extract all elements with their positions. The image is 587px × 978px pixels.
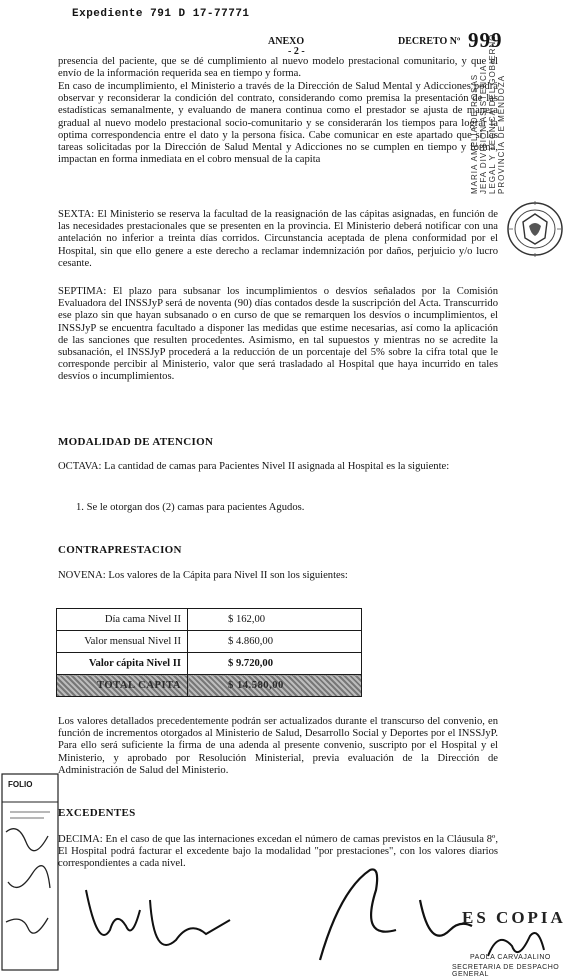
table-cell-label: Valor cápita Nivel II — [57, 653, 188, 675]
incumplimiento-paragraph: En caso de incumplimiento, el Ministerio a través de la Dirección de Salud Mental y Adicciones podrá observar y reconsiderar la condición del contrato, considerando como premisa la presentación de las estadísticas semanalmente, y evaluando de manera continua como el prestador se ajusta de manera gradual al nuevo modelo prestacional socio-comunitario y se considerarán los tiempos para lograr la optima correspondencia entre el dato y la persona física. Cabe comunicar en este apartado que si las tareas solicitadas por la Dirección de Salud Mental y Adicciones no se cumplen en tiempo y forma, impactan en forma inmediata en el cobro mensual de la capita — [58, 81, 498, 166]
table-row — [57, 631, 362, 653]
folio-stamp — [0, 772, 62, 972]
heading-modalidad: MODALIDAD DE ATENCION — [58, 436, 214, 448]
clause-novena: NOVENA: Los valores de la Cápita para Nivel II son los siguientes: — [58, 570, 348, 581]
folio-label: FOLIO — [8, 780, 33, 789]
stamp-line: PROVINCIA DE MENDOZA — [497, 74, 506, 194]
expediente-number: Expediente 791 D 17-77771 — [72, 8, 250, 20]
intro-paragraph: presencia del paciente, que se dé cumplimiento al nuevo modelo prestacional comunitario, y que el envío de la información requerida sea en tiempo y forma. — [58, 56, 498, 80]
es-copia-stamp: ES COPIA — [462, 908, 566, 927]
decreto-number: 999 — [468, 28, 503, 52]
signer-title: SECRETARIA DE DESPACHO GENERAL — [452, 964, 560, 978]
anexo-label: ANEXO — [268, 36, 305, 47]
stamp-line: LEGAL Y TECNICA DEL GOBIERNO — [488, 33, 497, 194]
official-seal — [505, 200, 565, 258]
decreto-label: DECRETO Nº — [398, 36, 461, 47]
table-cell-value: $ 4.860,00 — [188, 631, 362, 653]
table-row — [57, 609, 362, 631]
clause-octava: OCTAVA: La cantidad de camas para Pacientes Nivel II asignada al Hospital es la siguiente: — [58, 461, 450, 472]
page-number: - 2 - — [288, 46, 305, 57]
capita-table — [56, 608, 362, 697]
signature-center — [300, 860, 480, 970]
table-cell-label: Valor mensual Nivel II — [57, 631, 188, 653]
actualizacion-paragraph: Los valores detallados precedentemente podrán ser actualizados durante el transcurso del convenio, en función de incrementos otorgados al Ministerio de Salud, Desarrollo Social y Deportes por el INSSJyP. Para ello será suficiente la firma de una adenda al presente convenio, suscripto por el Hospital y el Ministerio, y aprobado por Resolución Ministerial, previa evaluación de la Dirección de Administración de Salud del Ministerio. — [58, 716, 498, 776]
signature-left — [80, 870, 240, 970]
clause-sexta: SEXTA: El Ministerio se reserva la facultad de la reasignación de las cápitas asignadas, en función de las necesidades prestacionales que se presenten en la provincia. El Ministerio deberá notificar con una antelación no inferior a treinta días corridos. Circunstancia aceptada de plena conformidad por el Hospital, sin que ello genere a este derecho a reclamar indemnización por daños, perjuicio y/o lucro cesante. — [58, 209, 498, 269]
stamp-line: MARIA AMELIA DE ROSAS — [470, 73, 479, 194]
clause-decima: DECIMA: En el caso de que las internaciones excedan el número de camas previstos en la Cláusula 8º, El Hospital podrá facturar el excedente bajo la modalidad "por prestaciones", con los valores diarios correspondientes a cada nivel. — [58, 834, 498, 870]
list-item-camas: 1. Se le otorgan dos (2) camas para pacientes Agudos. — [76, 502, 305, 513]
table-cell-value: $ 162,00 — [188, 609, 362, 631]
clause-septima: SEPTIMA: El plazo para subsanar los incumplimientos o desvíos señalados por la Comisión Evaluadora del INSSJyP será de noventa (90) días contados desde la suscripción del Acta. Transcurrido ese plazo sin que hayan subsanado o en curso de que se remarquen los desvíos o incumplimientos, el INSSJyP se encuentra facultado a disponer las medidas que estime necesarias, así como la aplicación de las sanciones que resulten procedentes. Asimismo, en tal supuestos y mientras no se acredite la subsanación, el INSSJyP procederá a la reducción de un porcentaje del 5% sobre la cifra total que le corresponde percibir al Ministerio, valor que será trasladado al Hospital que haya incurrido en tales desvíos o incumplimientos. — [58, 286, 498, 383]
heading-excedentes: EXCEDENTES — [58, 807, 136, 819]
table-cell-label: TOTAL CAPITA — [57, 675, 188, 697]
table-row-total — [57, 675, 362, 697]
table-cell-label: Día cama Nivel II — [57, 609, 188, 631]
signer-name: PAOLA CARVAJALINO — [470, 954, 551, 961]
stamp-line: JEFA DIVISION ASISTENCIA — [479, 64, 488, 194]
table-row — [57, 653, 362, 675]
table-cell-value: $ 14.580,00 — [188, 675, 362, 697]
heading-contraprestacion: CONTRAPRESTACION — [58, 544, 182, 556]
table-cell-value: $ 9.720,00 — [188, 653, 362, 675]
